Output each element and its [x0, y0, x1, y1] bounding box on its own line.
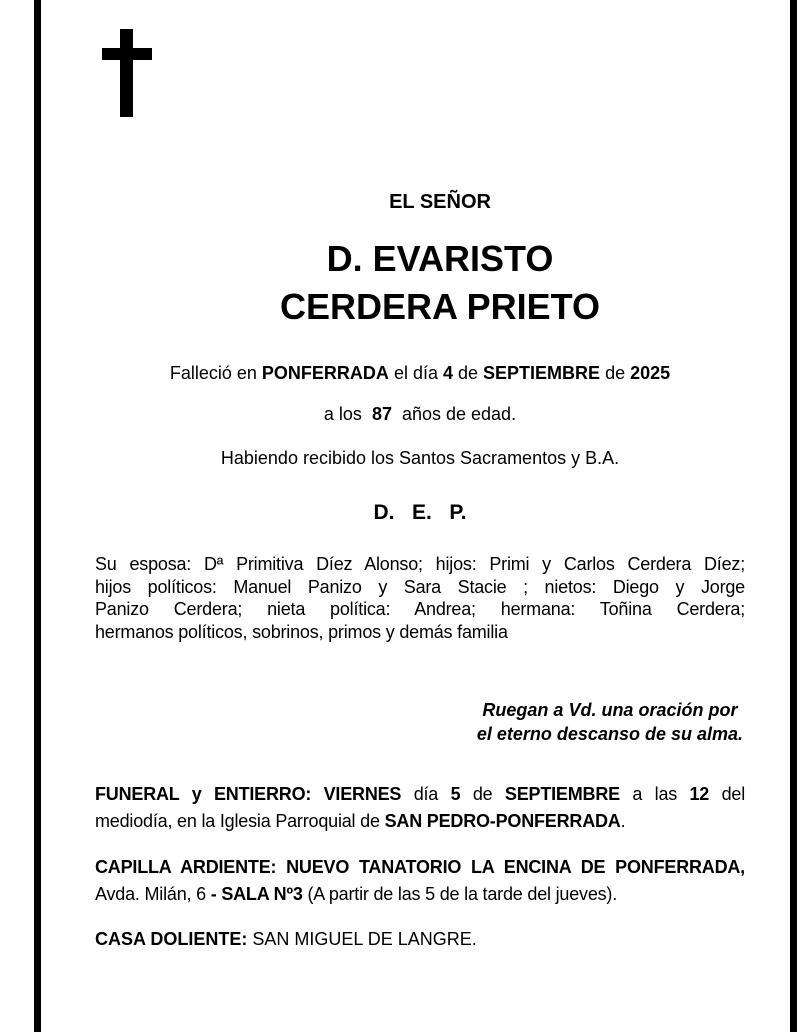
- deceased-name-line1: D. EVARISTO: [326, 238, 554, 279]
- sacraments-line: Habiendo recibido los Santos Sacramentos y B.A.: [220, 448, 620, 468]
- death-date-line: Falleció en PONFERRADA el día 4 de SEPTIEMBRE de 2025: [169, 363, 671, 383]
- prayer-text: [477, 698, 743, 746]
- family-line: hermanos políticos, sobrinos, primos y demás familia: [95, 621, 508, 642]
- left-border-line: [34, 0, 41, 1032]
- cross-icon: [102, 29, 152, 117]
- capilla-line2: Avda. Milán, 6 - SALA Nº3 (A partir de las 5 de la tarde del jueves).: [95, 884, 618, 904]
- cross-vertical-bar: [120, 29, 133, 117]
- family-line: Su esposa: Dª Primitiva Díez Alonso; hijos: Primi y Carlos Cerdera Díez;: [95, 554, 745, 574]
- right-border-line: [790, 0, 797, 1032]
- prayer-line1: Ruegan a Vd. una oración por: [482, 700, 738, 720]
- deceased-name: [115, 235, 765, 331]
- family-paragraph: [95, 553, 745, 643]
- funeral-info: [95, 781, 745, 835]
- dep-abbreviation: D. E. P.: [373, 501, 467, 524]
- deceased-name-line2: CERDERA PRIETO: [279, 286, 601, 327]
- funeral-line1: FUNERAL y ENTIERRO: VIERNES día 5 de SEPTIEMBRE a las 12 del: [95, 784, 745, 804]
- capilla-line1: CAPILLA ARDIENTE: NUEVO TANATORIO LA ENCINA DE PONFERRADA,: [95, 857, 745, 877]
- family-line: Panizo Cerdera; nieta política: Andrea; hermana: Toñina Cerdera;: [95, 599, 745, 619]
- prayer-line2: el eterno descanso de su alma.: [476, 724, 743, 744]
- family-line: hijos políticos: Manuel Panizo y Sara Stacie ; nietos: Diego y Jorge: [95, 576, 745, 597]
- cross-horizontal-bar: [102, 48, 152, 60]
- deceased-honorific: EL SEÑOR: [389, 191, 491, 213]
- age-line: a los 87 años de edad.: [323, 404, 517, 424]
- funeral-line2: mediodía, en la Iglesia Parroquial de SAN PEDRO-PONFERRADA.: [95, 811, 626, 831]
- casa-doliente-info: CASA DOLIENTE: SAN MIGUEL DE LANGRE.: [95, 929, 477, 949]
- capilla-ardiente-info: [95, 854, 745, 908]
